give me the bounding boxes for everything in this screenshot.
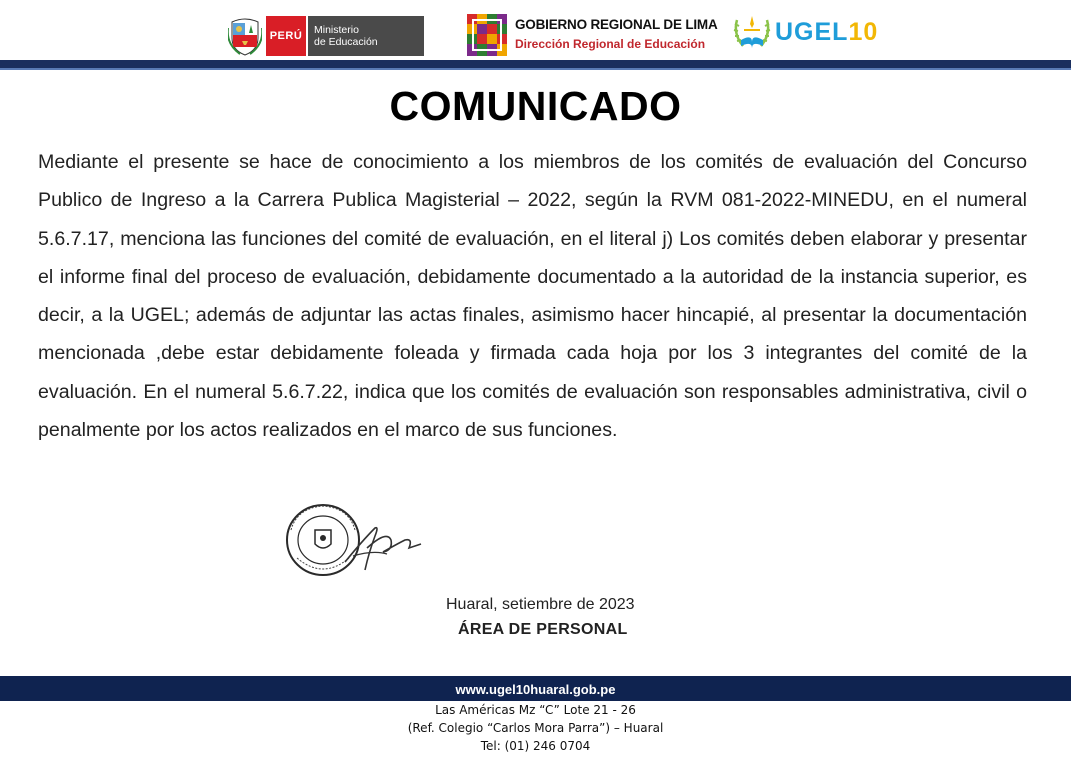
ministry-line-2: de Educación xyxy=(314,36,378,48)
ugel-logo xyxy=(729,10,889,54)
gore-title: GOBIERNO REGIONAL DE LIMA xyxy=(515,17,718,32)
gore-emblem-icon xyxy=(467,14,507,56)
ugel-name: UGEL xyxy=(775,18,849,46)
ministry-name xyxy=(308,16,424,56)
footer-phone: Tel: (01) 246 0704 xyxy=(480,739,591,753)
place-date: Huaral, setiembre de 2023 xyxy=(446,596,635,613)
footer-address: Las Américas Mz “C” Lote 21 - 26 xyxy=(435,703,636,717)
signature-stamp xyxy=(283,500,433,590)
document-body: Mediante el presente se hace de conocimiento a los miembros de los comités de evaluación del Concurso Publico de Ingreso a la Carrera Publica Magisterial – 2022, según la RVM 081-2022-MINEDU, en el numeral 5.6.7.17, menciona las funciones del comité de evaluación, en el literal j) Los comités deben elaborar y presentar el informe final del proceso de evaluación, debidamente documentado a la autoridad de la instancia superior, es decir, a la UGEL; además de adjuntar las actas finales, asimismo hacer hincapié, al presentar la documentación mencionada ,debe estar debidamente foleada y firmada cada hoja por los 3 integrantes del comité de la evaluación. En el numeral 5.6.7.22, indica que los comités de evaluación son responsables administrativa, civil o penalmente por los actos realizados en el marco de sus funciones. xyxy=(38,151,1027,442)
gore-subtitle: Dirección Regional de Educación xyxy=(515,37,706,51)
gobierno-regional-logo xyxy=(467,14,718,56)
header-band-accent xyxy=(0,68,1071,70)
document-title: COMUNICADO xyxy=(389,83,682,129)
footer-website-band xyxy=(0,676,1071,701)
ministry-line-1: Ministerio xyxy=(314,24,359,36)
issuing-area: ÁREA DE PERSONAL xyxy=(458,621,628,638)
peru-coat-of-arms-icon xyxy=(228,14,262,56)
ugel-wordmark xyxy=(775,18,878,47)
minedu-logo xyxy=(228,14,424,56)
page-header xyxy=(0,0,1071,64)
website-link[interactable]: www.ugel10huaral.gob.pe xyxy=(455,682,616,697)
footer-reference: (Ref. Colegio “Carlos Mora Parra”) – Huaral xyxy=(407,721,664,735)
open-book-laurel-icon xyxy=(729,10,775,54)
header-band xyxy=(0,60,1071,68)
peru-label: PERÚ xyxy=(266,16,306,56)
ugel-number: 10 xyxy=(848,18,879,46)
